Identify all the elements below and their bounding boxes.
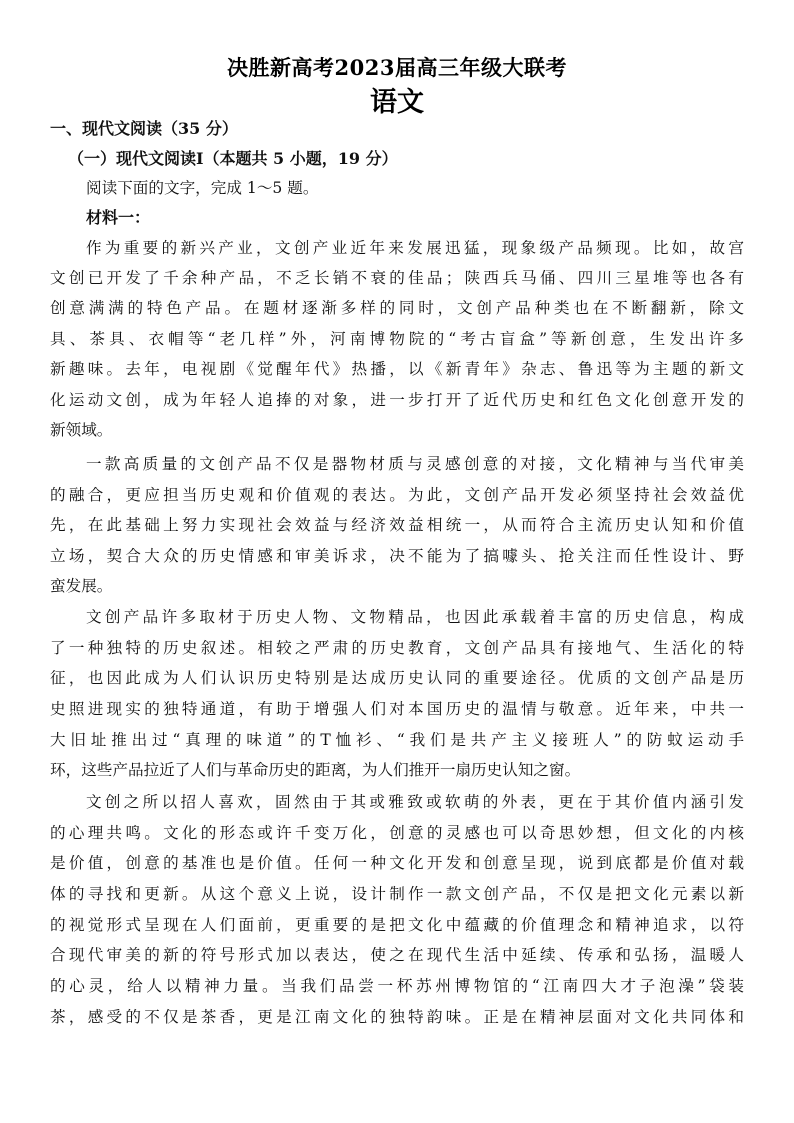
paragraph-line: 创意满满的特色产品。在题材逐渐多样的同时，文创产品种类也在不断翻新，除文 — [50, 299, 744, 317]
section-heading: 一、现代文阅读（35 分） — [50, 119, 238, 138]
paragraph-line: 化运动文创，成为年轻人追捧的对象，进一步打开了近代历史和红色文化创意开发的 — [50, 391, 744, 409]
paragraph-line: 蛮发展。 — [50, 577, 113, 595]
paragraph-line: 史照进现实的独特通道，有助于增强人们对本国历史的温情与敬意。近年来，中共一 — [50, 700, 744, 718]
paragraph-line: 是价值，创意的基准也是价值。任何一种文化开发和创意呈现，说到底都是价值对载 — [50, 854, 744, 872]
paragraph-line: 新领域。 — [50, 421, 113, 439]
paragraph-line: 合现代审美的新的符号形式加以表达，使之在现代生活中延续、传承和弘扬，温暖人 — [50, 946, 744, 964]
paragraph-line: 文创之所以招人喜欢，固然由于其或雅致或软萌的外表，更在于其价值内涵引发 — [86, 793, 744, 811]
material-label: 材料一： — [86, 208, 151, 227]
paragraph-line: 文创产品许多取材于历史人物、文物精品，也因此承载着丰富的历史信息，构成 — [86, 608, 744, 626]
paragraph-line: 文创已开发了千余种产品，不乏长销不衰的佳品；陕西兵马俑、四川三星堆等也各有 — [50, 269, 744, 287]
paragraph-line: 的视觉形式呈现在人们面前，更重要的是把文化中蕴藏的价值理念和精神追求，以符 — [50, 916, 744, 934]
paragraph-line: 大旧址推出过“真理的味道”的T恤衫、“我们是共产主义接班人”的防蚊运动手 — [50, 731, 744, 749]
paragraph-line: 了一种独特的历史叙述。相较之严肃的历史教育，文创产品具有接地气、生活化的特 — [50, 639, 744, 657]
paragraph-line: 的心灵，给人以精神力量。当我们品尝一杯苏州博物馆的“江南四大才子泡澡”袋装 — [50, 977, 744, 995]
subsection-heading: （一）现代文阅读Ⅰ（本题共 5 小题，19 分） — [68, 149, 398, 168]
paragraph-line: 具、茶具、衣帽等“老几样”外，河南博物院的“考古盲盒”等新创意，生发出许多 — [50, 330, 744, 348]
paragraph-line: 茶，感受的不仅是茶香，更是江南文化的独特韵味。正是在精神层面对文化共同体和 — [50, 1008, 744, 1026]
paragraph-line: 一款高质量的文创产品不仅是器物材质与灵感创意的对接，文化精神与当代审美 — [86, 455, 744, 473]
paragraph-line: 体的寻找和更新。从这个意义上说，设计制作一款文创产品，不仅是把文化元素以新 — [50, 885, 744, 903]
paragraph-line: 的心理共鸣。文化的形态或许千变万化，创意的灵感也可以奇思妙想，但文化的内核 — [50, 824, 744, 842]
subject-title: 语文 — [370, 87, 424, 118]
paragraph-line: 先，在此基础上努力实现社会效益与经济效益相统一，从而符合主流历史认知和价值 — [50, 516, 744, 534]
paragraph-line: 新趣味。去年，电视剧《觉醒年代》热播，以《新青年》杂志、鲁迅等为主题的新文 — [50, 360, 744, 378]
paragraph-line: 的融合，更应担当历史观和价值观的表达。为此，文创产品开发必须坚持社会效益优 — [50, 486, 744, 504]
paragraph-line: 作为重要的新兴产业，文创产业近年来发展迅猛，现象级产品频现。比如，故宫 — [86, 239, 744, 257]
instruction-text: 阅读下面的文字，完成 1～5 题。 — [86, 179, 319, 197]
paragraph-line: 征，也因此成为人们认识历史特别是达成历史认同的重要途径。优质的文创产品是历 — [50, 669, 744, 687]
paragraph-line: 立场，契合大众的历史情感和审美诉求，决不能为了搞噱头、抢关注而任性设计、野 — [50, 547, 744, 565]
exam-title: 决胜新高考2023届高三年级大联考 — [227, 55, 567, 80]
paragraph-line: 环，这些产品拉近了人们与革命历史的距离，为人们推开一扇历史认知之窗。 — [50, 761, 581, 779]
